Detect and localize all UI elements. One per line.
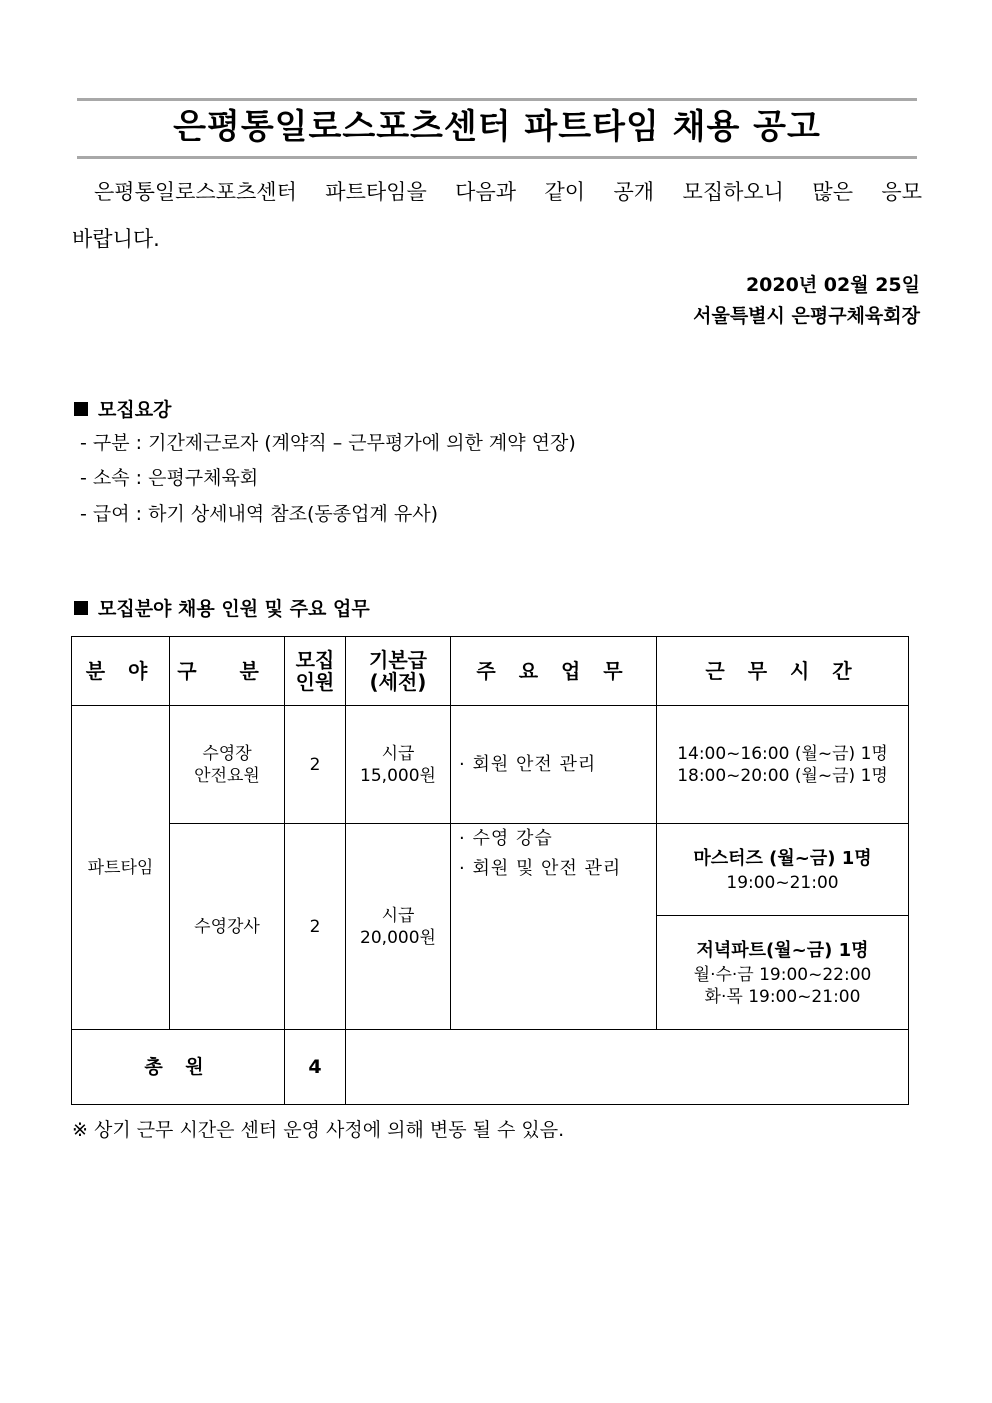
section-heading-positions xyxy=(74,594,370,624)
header-count-line1: 모집 xyxy=(295,648,335,672)
row2-hours-masters-time: 19:00~21:00 xyxy=(726,872,839,893)
row2-pay-line2: 20,000원 xyxy=(360,927,436,948)
title-rule-bottom xyxy=(77,156,917,159)
header-count xyxy=(285,637,345,705)
header-duties: 주 요 업 무 xyxy=(476,659,631,683)
issuer-name: 서울특별시 은평구체육회장 xyxy=(693,305,920,327)
row2-hours-evening-title: 저녁파트(월~금) 1명 xyxy=(696,939,869,961)
total-value: 4 xyxy=(308,1056,322,1078)
row2-duties xyxy=(451,824,656,1029)
row2-count: 2 xyxy=(309,916,321,937)
intro-text-line2: 바랍니다. xyxy=(72,227,160,251)
row1-category-line2: 안전요원 xyxy=(194,765,260,786)
row1-hours-line1: 14:00~16:00 (월~금) 1명 xyxy=(677,743,888,764)
section-heading-text: 모집분야 채용 인원 및 주요 업무 xyxy=(98,598,370,620)
row2-duties-line2: · 회원 및 안전 관리 xyxy=(459,858,622,879)
footnote: ※ 상기 근무 시간은 센터 운영 사정에 의해 변동 될 수 있음. xyxy=(72,1119,565,1141)
header-field: 분 야 xyxy=(85,659,156,683)
row2-hours-evening-line2: 화·목 19:00~21:00 xyxy=(704,986,861,1007)
row2-duties-line1: · 수영 강습 xyxy=(459,828,553,849)
requirement-item-type: - 구분 : 기간제근로자 (계약직 – 근무평가에 의한 계약 연장) xyxy=(80,432,576,454)
row2-pay xyxy=(346,824,450,1029)
row2-hours-evening xyxy=(657,916,908,1029)
header-pay xyxy=(346,637,450,705)
row2-hours-masters-title: 마스터즈 (월~금) 1명 xyxy=(693,847,872,869)
row2-category: 수영강사 xyxy=(194,916,260,937)
section-heading-text: 모집요강 xyxy=(98,399,172,421)
header-category: 구 분 xyxy=(177,659,277,683)
square-bullet-icon xyxy=(74,402,88,416)
row1-pay-line2: 15,000원 xyxy=(360,765,436,786)
page-title: 은평통일로스포츠센터 파트타임 채용 공고 xyxy=(173,107,821,147)
row1-category-line1: 수영장 xyxy=(202,743,252,764)
total-label: 총 원 xyxy=(144,1056,212,1078)
intro-text-line1: 은평통일로스포츠센터 파트타임을 다음과 같이 공개 모집하오니 많은 응모 xyxy=(94,180,922,204)
header-pay-line1: 기본급 xyxy=(369,648,427,672)
square-bullet-icon xyxy=(74,601,88,615)
requirement-item-salary: - 급여 : 하기 상세내역 참조(동종업계 유사) xyxy=(80,503,438,525)
row1-count: 2 xyxy=(309,754,321,775)
row1-duties: · 회원 안전 관리 xyxy=(459,753,597,775)
row1-category xyxy=(170,706,284,823)
row1-hours xyxy=(657,706,908,823)
positions-table xyxy=(71,636,909,1105)
header-hours: 근 무 시 간 xyxy=(705,659,860,683)
header-count-line2: 인원 xyxy=(295,670,335,694)
row1-pay xyxy=(346,706,450,823)
row2-pay-line1: 시급 xyxy=(381,905,415,926)
announcement-date: 2020년 02월 25일 xyxy=(745,274,920,296)
requirement-item-affiliation: - 소속 : 은평구체육회 xyxy=(80,467,259,489)
row2-hours-evening-line1: 월·수·금 19:00~22:00 xyxy=(693,964,872,985)
header-pay-line2: (세전) xyxy=(369,670,427,694)
row1-pay-line1: 시급 xyxy=(381,743,415,764)
field-cell: 파트타임 xyxy=(87,857,154,878)
row1-hours-line2: 18:00~20:00 (월~금) 1명 xyxy=(677,765,888,786)
row2-hours-masters xyxy=(657,824,908,915)
section-heading-requirements xyxy=(74,395,171,425)
